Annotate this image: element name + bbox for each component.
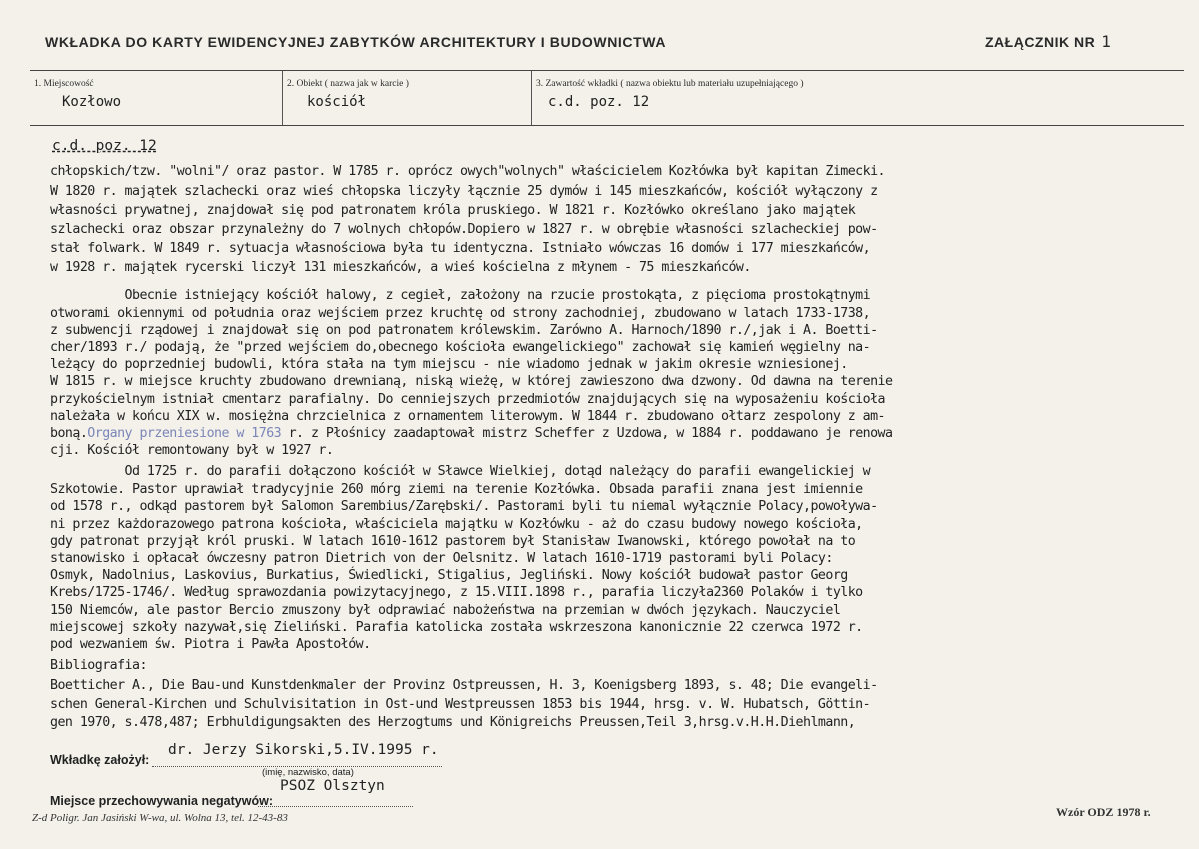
body-line: 150 Niemców, ale pastor Bercio zmuszony był odprawiać nabożeństwa na przemian w dwóch językach. Nauczyciel [50,603,841,618]
body-line: W 1815 r. w miejsce kruchty zbudowano drewnianą, niską wieżę, w której zawieszono dwa dzwony. Od dawna na terenie [50,374,893,389]
form-id: Wzór ODZ 1978 r. [1056,805,1151,819]
highlighted-insertion: Organy przeniesione w 1763 [87,426,282,441]
body-line: Szkotowie. Pastor uprawiał tradycyjnie 260 mórg ziemi na terenie Kozłówka. Obsada parafii znana jest imiennie [50,482,863,497]
inserted-by-caption: (imię, nazwisko, data) [262,767,354,778]
body-line: otworami okiennymi od południa oraz wejściem przez kruchtę od strony zachodniej, zbudowano w latach 1733-1738, [50,306,871,321]
body-text [50,0,1190,730]
field-locality-label: 1. Miejscowość [34,79,94,89]
body-line: Od 1725 r. do parafii dołączono kościół w Sławce Wielkiej, dotąd należący do parafii ewangelickiej w [50,464,871,479]
body-line: chłopskich/tzw. "wolni"/ oraz pastor. W 1785 r. oprócz owych"wolnych" właścicielem Kozłówka był kapitan Zimecki. [50,164,886,179]
body-line: gdy patronat przyjął król pruski. W latach 1610-1612 pastorem był Stanisław Iwanowski, którego powołał na to [50,534,856,549]
field-locality-value: Kozłowo [62,94,122,110]
overlay-line-rest: r. z Płośnicy zaadaptował mistrz Scheffer z Uzdowa, w 1884 r. poddawano je renowa [281,426,893,441]
bibliography-line: Boetticher A., Die Bau-und Kunstdenkmaler der Provinz Ostpreussen, H. 3, Koenigsberg 1893, s. 48; Die evangeli- [50,678,878,693]
body-line: W 1820 r. majątek szlachecki oraz wieś chłopska liczyły łącznie 25 dymów i 145 mieszkańców, kościół wyłączony z [50,184,878,199]
bibliography-line: schen General-Kirchen und Schulvisitation in Ost-und Westpreussen 1853 bis 1944, hrsg. v. W. Hubatsch, Göttin- [50,697,871,712]
body-line: ni przez każdorazowego patrona kościoła, właściciela majątku w Kozłówku - aż do czasu budowy nowego kościoła, [50,517,863,532]
form-title: WKŁADKA DO KARTY EWIDENCYJNEJ ZABYTKÓW ARCHITEKTURY I BUDOWNICTWA [45,34,667,50]
section-heading: c.d. poz. 12 [52,138,157,154]
body-line: cji. Kościół remontowany był w 1927 r. [50,443,334,458]
inserted-by-label: Wkładkę założył: [50,753,150,767]
annex-number: 1 [1101,32,1112,51]
body-line: pod wezwaniem św. Piotra i Pawła Apostołów. [50,637,371,652]
negatives-dotted-line [258,806,413,807]
field-object-value: kościół [307,94,367,110]
inserted-by-value: dr. Jerzy Sikorski,5.IV.1995 r. [168,742,439,758]
body-line: boną. [50,426,88,441]
negatives-value: PSOZ Olsztyn [280,778,385,794]
body-line: od 1578 r., odkąd pastorem był Salomon Sarembius/Zarębski/. Pastorami byli tu niemal wyłącznie Polacy,powoływa- [50,499,878,514]
body-line: stał folwark. W 1849 r. sytuacja własnościowa była tu identyczna. Istniało wówczas 16 domów i 177 mieszkańców, [50,241,871,256]
body-line: przykościelnym istniał cmentarz parafialny. Do cenniejszych przedmiotów znajdujących się na wyposażeniu kościoła [50,392,886,407]
body-line: Obecnie istniejący kościół halowy, z cegieł, założony na rzucie prostokąta, z pięcioma prostokątnymi [50,288,871,303]
body-line: miejscowej szkoły nazywał,się Zieliński. Parafia katolicka została wskrzeszona kanonicznie 22 czerwca 1972 r. [50,620,863,635]
field-object-label: 2. Obiekt ( nazwa jak w karcie ) [287,79,409,89]
field-content-label: 3. Zawartość wkładki ( nazwa obiektu lub materiału uzupełniającego ) [536,79,804,89]
body-line: z subwencji rządowej i znajdował się on pod patronatem królewskim. Zarówno A. Harnoch/1890 r./,jak i A. Boetti- [50,323,878,338]
body-line: stanowisko i opłacał ówczesny patron Dietrich von der Oelsnitz. W latach 1610-1719 pastorami byli Polacy: [50,551,833,566]
body-line: Osmyk, Nadolnius, Laskovius, Burkatius, Świedlicki, Stigalius, Jegliński. Nowy kościół budował pastor Georg [50,568,848,583]
body-line: własności prywatnej, znajdował się pod patronatem króla pruskiego. W 1821 r. Kozłówko określano jako majątek [50,203,856,218]
field-content-value: c.d. poz. 12 [548,94,650,110]
body-line: cher/1893 r./ podają, że "przed wejściem do,obecnego kościoła ewangelickiego" zachował się kamień węgielny na- [50,340,871,355]
body-line: w 1928 r. majątek rycerski liczył 131 mieszkańców, a wieś kościelna z młynem - 75 mieszkańców. [50,260,751,275]
bibliography-heading: Bibliografia: [50,658,147,673]
body-line: szlachecki oraz obszar przynależny do 7 wolnych chłopów.Dopiero w 1827 r. w obrębie własności szlacheckiej pow- [50,222,878,237]
body-overlay-line [50,426,892,441]
body-line: Krebs/1725-1746/. Według sprawozdania powizytacyjnego, z 15.VIII.1898 r., parafia liczyła2360 Polaków i tylko [50,585,863,600]
printer-imprint: Z-d Poligr. Jan Jasiński W-wa, ul. Wolna 13, tel. 12-43-83 [32,812,288,824]
annex-label-text: ZAŁĄCZNIK NR [985,34,1096,50]
negatives-label: Miejsce przechowywania negatywów: [50,794,273,808]
body-line: leżący do poprzedniej budowli, która stała na tym miejscu - nie wiadomo jednak w jakim okresie wzniesionej. [50,357,848,372]
body-line: należała w końcu XIX w. mosiężna chrzcielnica z ornamentem literowym. W 1844 r. zbudowano ołtarz zespolony z am- [50,409,886,424]
bibliography-line: gen 1970, s.478,487; Erbhuldigungsakten des Herzogtums und Königreichs Preussen,Teil 3,hrsg.v.H.H.Diehlmann, [50,715,856,730]
